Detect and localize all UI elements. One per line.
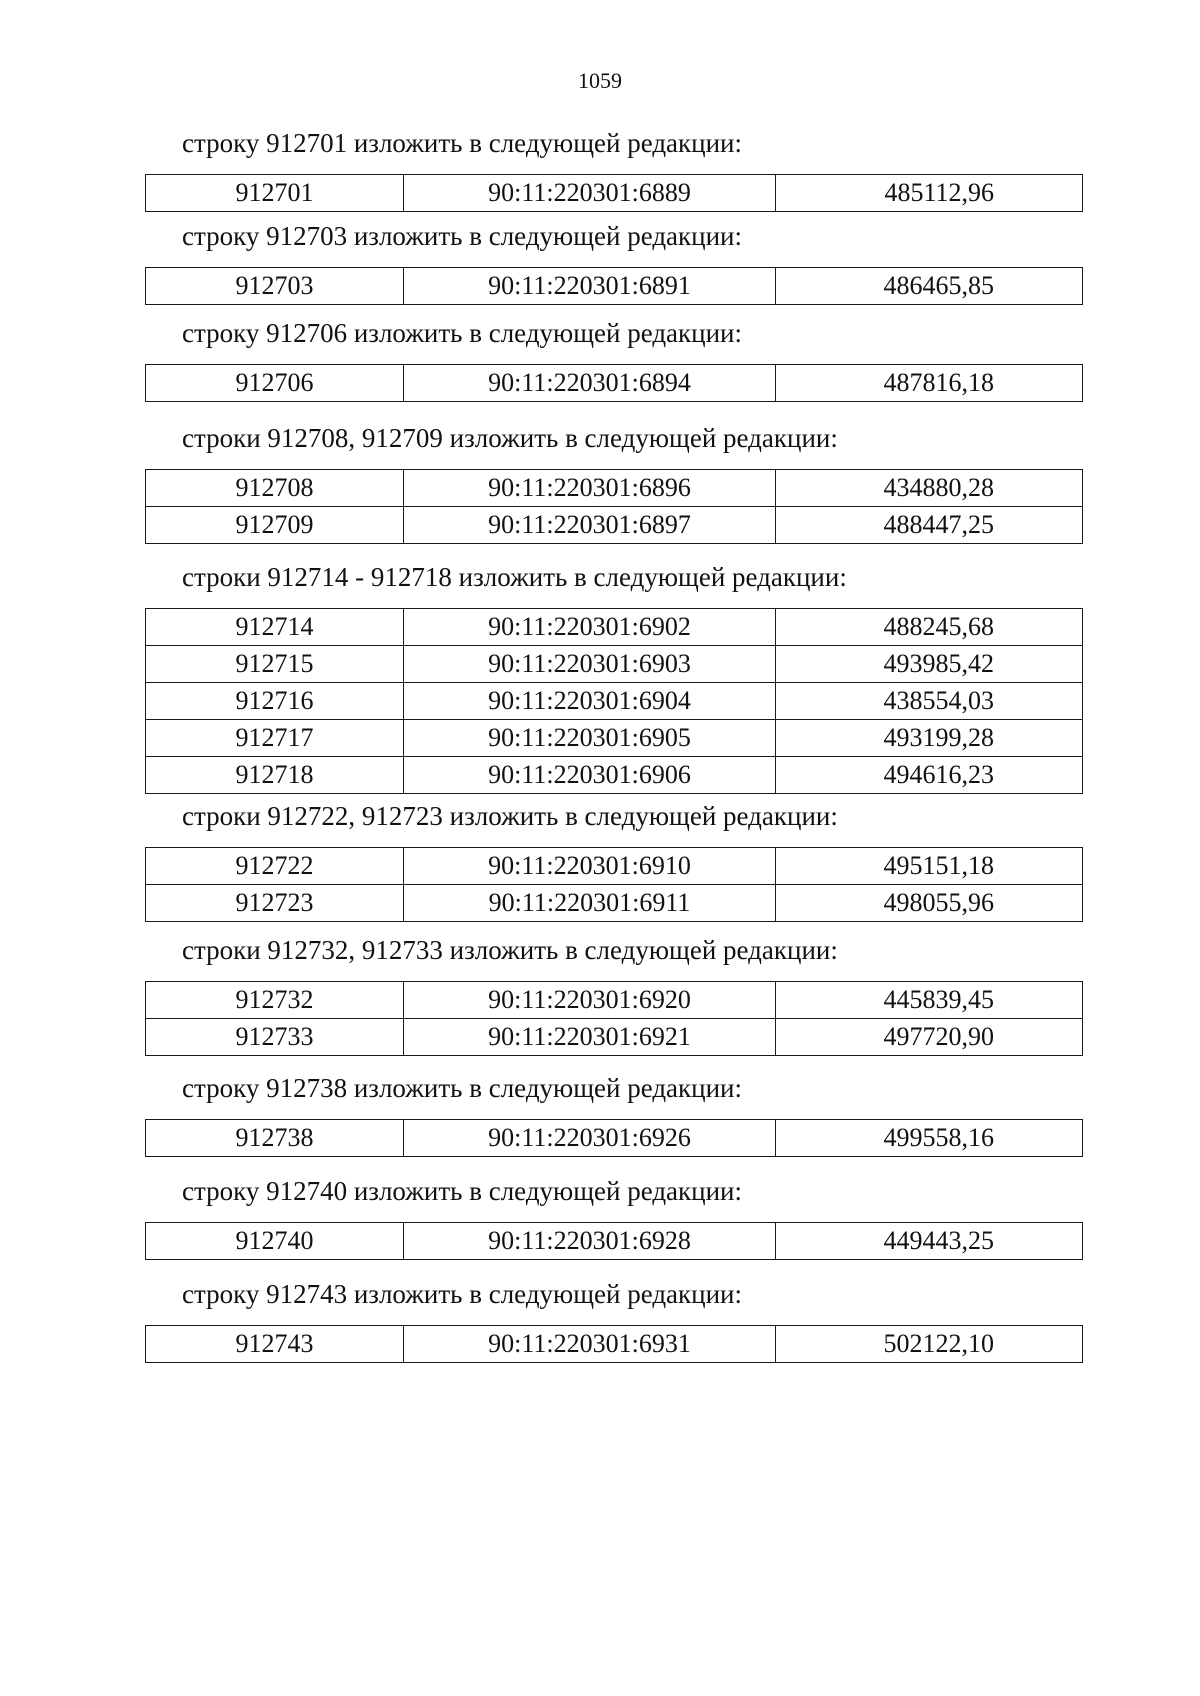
amendment-section [0,1174,1200,1260]
cadastral-number-cell: 90:11:220301:6926 [404,1120,776,1157]
value-cell: 434880,28 [776,470,1083,507]
cadastral-number-cell: 90:11:220301:6904 [404,683,776,720]
amendment-section [0,421,1200,544]
table-row [146,507,1083,544]
cadastral-number-cell: 90:11:220301:6905 [404,720,776,757]
value-cell: 493985,42 [776,646,1083,683]
amendment-table [145,364,1083,402]
row-number-cell: 912738 [146,1120,404,1157]
amendment-instruction: строки 912732, 912733 изложить в следующей редакции: [182,935,838,965]
row-number-cell: 912723 [146,885,404,922]
page-number: 1059 [578,68,622,93]
row-number-cell: 912703 [146,268,404,305]
cadastral-number-cell: 90:11:220301:6897 [404,507,776,544]
value-cell: 494616,23 [776,757,1083,794]
row-number-cell: 912732 [146,982,404,1019]
cadastral-number-cell: 90:11:220301:6902 [404,609,776,646]
cadastral-number-cell: 90:11:220301:6894 [404,365,776,402]
amendment-table [145,1222,1083,1260]
value-cell: 488245,68 [776,609,1083,646]
cadastral-number-cell: 90:11:220301:6921 [404,1019,776,1056]
row-number-cell: 912709 [146,507,404,544]
amendment-table [145,1119,1083,1157]
amendment-instruction: строку 912703 изложить в следующей редакции: [182,221,743,251]
amendment-section [0,1277,1200,1363]
row-number-cell: 912740 [146,1223,404,1260]
table-row [146,757,1083,794]
amendment-instruction: строку 912738 изложить в следующей редакции: [182,1073,743,1103]
value-cell: 438554,03 [776,683,1083,720]
amendment-section [0,560,1200,794]
value-cell: 499558,16 [776,1120,1083,1157]
cadastral-number-cell: 90:11:220301:6910 [404,848,776,885]
amendment-table [145,1325,1083,1363]
amendment-section [0,219,1200,305]
amendment-table [145,469,1083,544]
value-cell: 502122,10 [776,1326,1083,1363]
amendment-table [145,174,1083,212]
cadastral-number-cell: 90:11:220301:6889 [404,175,776,212]
table-row [146,683,1083,720]
table-row [146,1019,1083,1056]
row-number-cell: 912718 [146,757,404,794]
table-row [146,646,1083,683]
table-row [146,720,1083,757]
amendment-instruction: строку 912701 изложить в следующей редакции: [182,128,743,158]
cadastral-number-cell: 90:11:220301:6906 [404,757,776,794]
amendment-table [145,847,1083,922]
amendment-instruction: строки 912714 - 912718 изложить в следующей редакции: [182,562,847,592]
cadastral-number-cell: 90:11:220301:6920 [404,982,776,1019]
cadastral-number-cell: 90:11:220301:6911 [404,885,776,922]
row-number-cell: 912714 [146,609,404,646]
amendment-section [0,799,1200,922]
amendment-section [0,316,1200,402]
table-row [146,609,1083,646]
amendment-section [0,126,1200,212]
cadastral-number-cell: 90:11:220301:6896 [404,470,776,507]
amendment-instruction: строку 912743 изложить в следующей редакции: [182,1279,743,1309]
value-cell: 485112,96 [776,175,1083,212]
amendment-table [145,267,1083,305]
table-row [146,1223,1083,1260]
row-number-cell: 912708 [146,470,404,507]
cadastral-number-cell: 90:11:220301:6891 [404,268,776,305]
value-cell: 497720,90 [776,1019,1083,1056]
table-row [146,1326,1083,1363]
table-row [146,848,1083,885]
value-cell: 498055,96 [776,885,1083,922]
cadastral-number-cell: 90:11:220301:6903 [404,646,776,683]
table-row [146,365,1083,402]
table-row [146,982,1083,1019]
amendment-table [145,981,1083,1056]
amendment-instruction: строку 912740 изложить в следующей редакции: [182,1176,743,1206]
row-number-cell: 912717 [146,720,404,757]
row-number-cell: 912743 [146,1326,404,1363]
amendment-instruction: строку 912706 изложить в следующей редакции: [182,318,743,348]
row-number-cell: 912716 [146,683,404,720]
value-cell: 487816,18 [776,365,1083,402]
value-cell: 449443,25 [776,1223,1083,1260]
amendment-instruction: строки 912722, 912723 изложить в следующей редакции: [182,801,838,831]
amendment-table [145,608,1083,794]
value-cell: 495151,18 [776,848,1083,885]
table-row [146,175,1083,212]
value-cell: 445839,45 [776,982,1083,1019]
table-row [146,268,1083,305]
cadastral-number-cell: 90:11:220301:6931 [404,1326,776,1363]
amendment-section [0,1071,1200,1157]
row-number-cell: 912733 [146,1019,404,1056]
table-row [146,885,1083,922]
amendment-section [0,933,1200,1056]
amendment-instruction: строки 912708, 912709 изложить в следующей редакции: [182,423,838,453]
cadastral-number-cell: 90:11:220301:6928 [404,1223,776,1260]
table-row [146,1120,1083,1157]
row-number-cell: 912701 [146,175,404,212]
row-number-cell: 912722 [146,848,404,885]
row-number-cell: 912706 [146,365,404,402]
table-row [146,470,1083,507]
value-cell: 488447,25 [776,507,1083,544]
value-cell: 493199,28 [776,720,1083,757]
row-number-cell: 912715 [146,646,404,683]
value-cell: 486465,85 [776,268,1083,305]
